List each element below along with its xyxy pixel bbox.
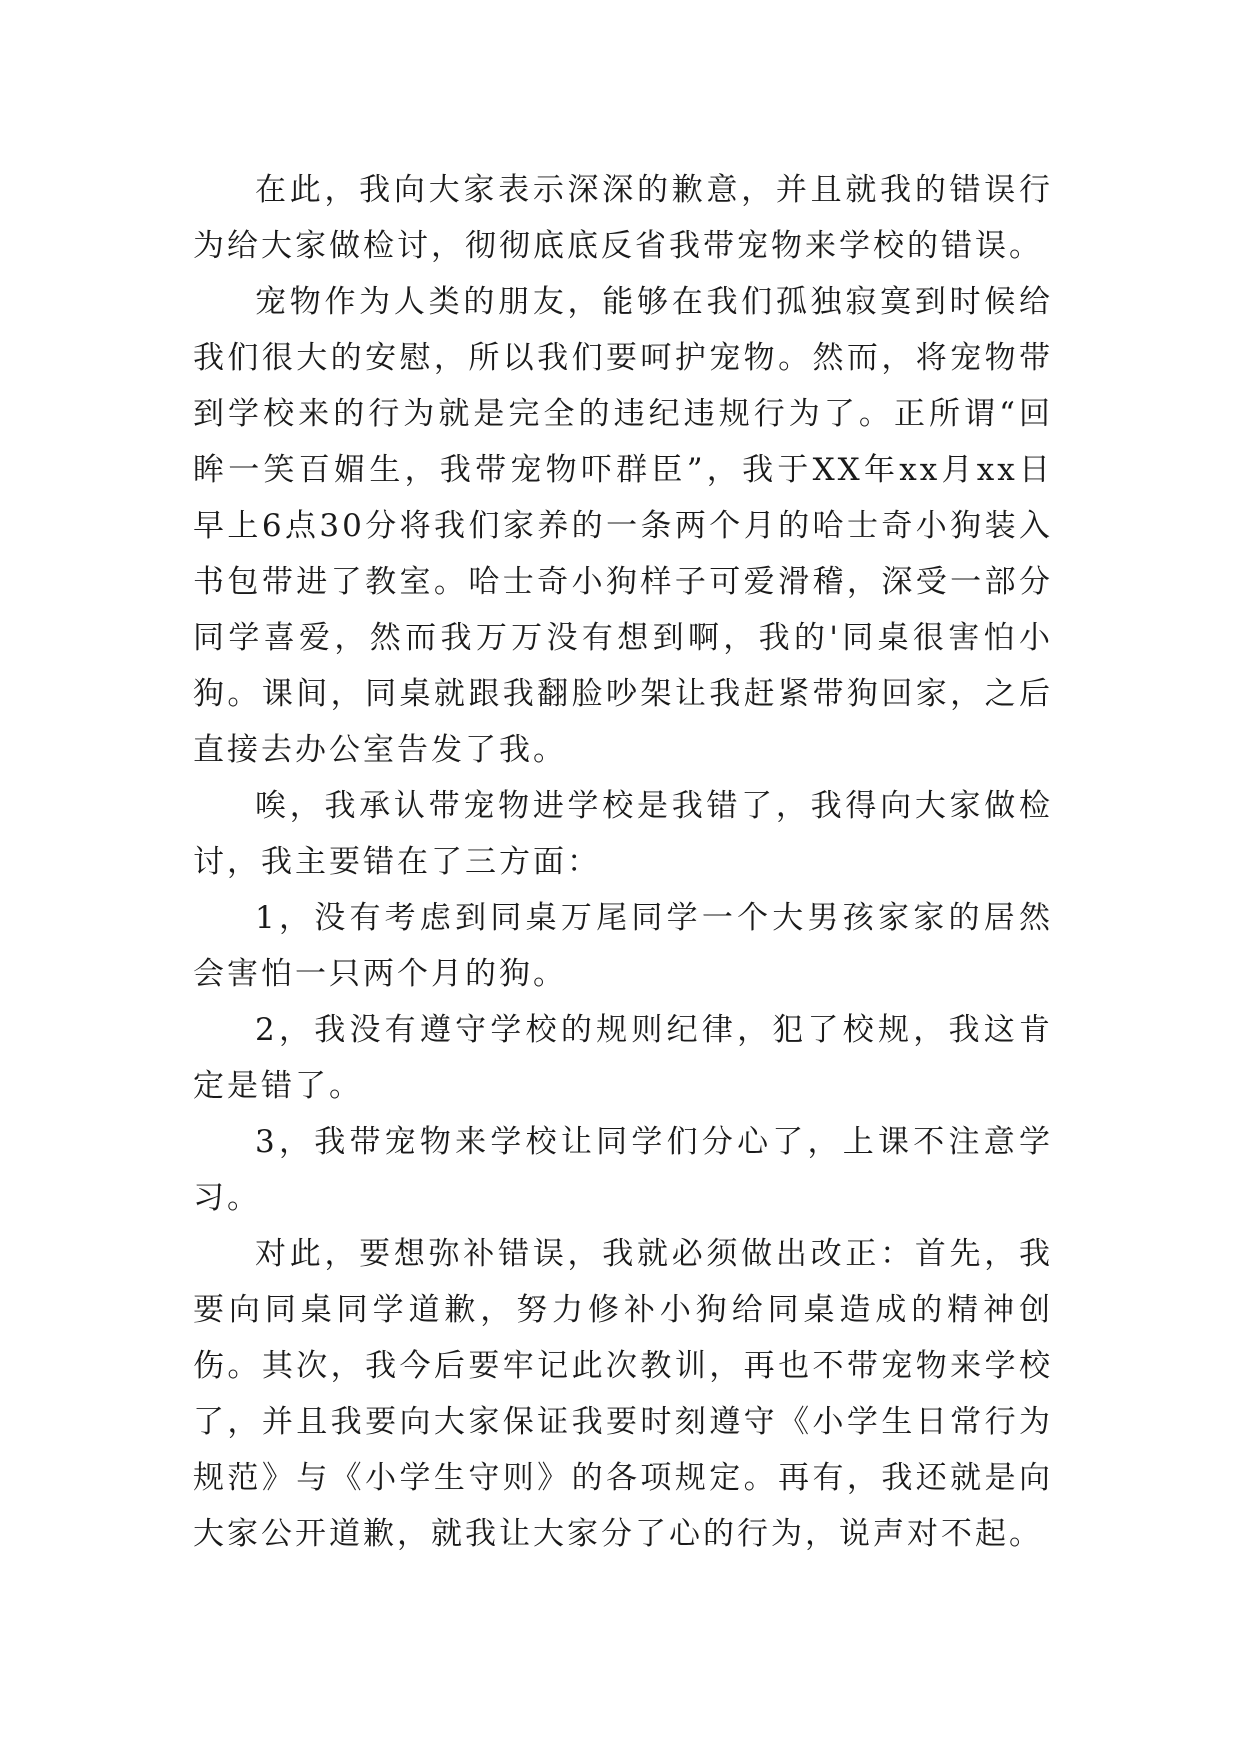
paragraph-admission: 唉，我承认带宠物进学校是我错了，我得向大家做检讨，我主要错在了三方面：: [193, 788, 1053, 880]
paragraph-point-2: 2，我没有遵守学校的规则纪律，犯了校规，我这肯定是错了。: [193, 1012, 1053, 1104]
paragraph-incident-description: 宠物作为人类的朋友，能够在我们孤独寂寞到时候给我们很大的安慰，所以我们要呵护宠物。然而，将宠物带到学校来的行为就是完全的违纪违规行为了。正所谓“回眸一笑百媚生，我带宠物吓群臣”，我于XX年xx月xx日早上6点30分将我们家养的一条两个月的哈士奇小狗装入书包带进了教室。哈士奇小狗样子可爱滑稽，深受一部分同学喜爱，然而我万万没有想到啊，我的'同桌很害怕小狗。课间，同桌就跟我翻脸吵架让我赶紧带狗回家，之后直接去办公室告发了我。: [193, 284, 1053, 768]
document-body: [193, 162, 1053, 1562]
paragraph-corrections: 对此，要想弥补错误，我就必须做出改正：首先，我要向同桌同学道歉，努力修补小狗给同桌造成的精神创伤。其次，我今后要牢记此次教训，再也不带宠物来学校了，并且我要向大家保证我要时刻遵守《小学生日常行为规范》与《小学生守则》的各项规定。再有，我还就是向大家公开道歉，就我让大家分了心的行为，说声对不起。: [193, 1236, 1053, 1552]
paragraph-apology-intro: 在此，我向大家表示深深的歉意，并且就我的错误行为给大家做检讨，彻彻底底反省我带宠物来学校的错误。: [193, 172, 1053, 264]
paragraph-point-1: 1，没有考虑到同桌万尾同学一个大男孩家家的居然会害怕一只两个月的狗。: [193, 900, 1053, 992]
paragraph-point-3: 3，我带宠物来学校让同学们分心了，上课不注意学习。: [193, 1124, 1053, 1216]
